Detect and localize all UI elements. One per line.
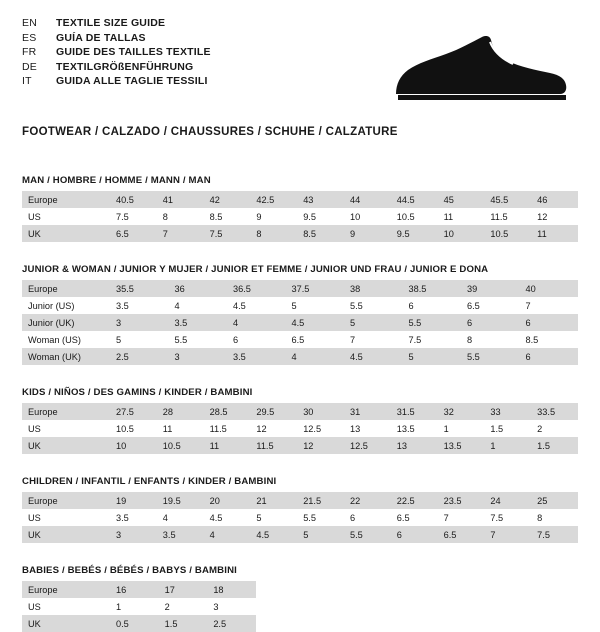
- size-table: [22, 191, 578, 242]
- language-guide-title: TEXTILGRÖßENFÜHRUNG: [56, 60, 194, 73]
- language-code: ES: [22, 31, 37, 44]
- size-cell: 13: [391, 437, 438, 454]
- size-cell: 5.5: [461, 348, 520, 365]
- size-cell: 13: [344, 420, 391, 437]
- table-row: [22, 615, 256, 632]
- size-cell: 10: [438, 225, 485, 242]
- language-row: [22, 45, 211, 60]
- size-table: [22, 280, 578, 365]
- size-cell: 42: [204, 191, 251, 208]
- size-table: [22, 492, 578, 543]
- size-cell: 46: [531, 191, 578, 208]
- size-cell: 1: [110, 598, 159, 615]
- size-cell: 7.5: [204, 225, 251, 242]
- size-cell: 13.5: [438, 437, 485, 454]
- table-row: [22, 581, 256, 598]
- size-cell: 31: [344, 403, 391, 420]
- size-cell: 19: [110, 492, 157, 509]
- size-cell: 2.5: [207, 615, 256, 632]
- size-cell: 4: [286, 348, 345, 365]
- size-cell: 12: [297, 437, 344, 454]
- size-cell: 36: [169, 280, 228, 297]
- size-cell: 25: [531, 492, 578, 509]
- size-cell: 12: [531, 208, 578, 225]
- size-cell: 9.5: [391, 225, 438, 242]
- size-cell: 3: [110, 526, 157, 543]
- size-cell: 1.5: [484, 420, 531, 437]
- row-label: US: [22, 509, 110, 526]
- size-cell: 3.5: [169, 314, 228, 331]
- size-cell: 40: [520, 280, 579, 297]
- table-row: [22, 420, 578, 437]
- row-label: UK: [22, 615, 110, 632]
- size-cell: 7: [520, 297, 579, 314]
- language-code: DE: [22, 60, 37, 73]
- size-cell: 6: [227, 331, 286, 348]
- size-table: [22, 581, 256, 632]
- size-cell: 27.5: [110, 403, 157, 420]
- size-cell: 4: [169, 297, 228, 314]
- table-row: [22, 280, 578, 297]
- size-cell: 12: [250, 420, 297, 437]
- size-cell: 11: [157, 420, 204, 437]
- size-cell: 3.5: [157, 526, 204, 543]
- size-section: [22, 175, 578, 242]
- size-cell: 13.5: [391, 420, 438, 437]
- size-section-title: KIDS / NIÑOS / DES GAMINS / KINDER / BAMBINI: [22, 387, 253, 398]
- size-cell: 6: [520, 314, 579, 331]
- size-section: [22, 387, 578, 454]
- size-cell: 22: [344, 492, 391, 509]
- size-cell: 28.5: [204, 403, 251, 420]
- size-cell: 38.5: [403, 280, 462, 297]
- table-row: [22, 492, 578, 509]
- row-label: UK: [22, 526, 110, 543]
- size-cell: 36.5: [227, 280, 286, 297]
- size-section: [22, 476, 578, 543]
- size-cell: 7.5: [403, 331, 462, 348]
- size-cell: 5.5: [344, 297, 403, 314]
- size-section: [22, 264, 578, 365]
- size-cell: 2.5: [110, 348, 169, 365]
- size-cell: 7: [157, 225, 204, 242]
- size-cell: 6: [403, 297, 462, 314]
- size-cell: 1.5: [159, 615, 208, 632]
- size-cell: 11.5: [204, 420, 251, 437]
- language-code: EN: [22, 17, 37, 29]
- row-label: UK: [22, 437, 110, 454]
- size-section-title: JUNIOR & WOMAN / JUNIOR Y MUJER / JUNIOR ET FEMME / JUNIOR UND FRAU / JUNIOR E DONA: [22, 264, 489, 275]
- size-cell: 32: [438, 403, 485, 420]
- language-row: [22, 74, 211, 89]
- size-cell: 6.5: [438, 526, 485, 543]
- row-label: Europe: [22, 581, 110, 598]
- size-cell: 19.5: [157, 492, 204, 509]
- size-tables: [22, 175, 578, 632]
- size-cell: 10.5: [110, 420, 157, 437]
- size-cell: 23.5: [438, 492, 485, 509]
- language-guide-title: GUIDA ALLE TAGLIE TESSILI: [56, 75, 208, 88]
- size-cell: 6.5: [461, 297, 520, 314]
- size-cell: 43: [297, 191, 344, 208]
- size-cell: 7: [484, 526, 531, 543]
- size-cell: 16: [110, 581, 159, 598]
- size-cell: 7.5: [110, 208, 157, 225]
- size-cell: 31.5: [391, 403, 438, 420]
- size-cell: 37.5: [286, 280, 345, 297]
- table-row: [22, 208, 578, 225]
- size-cell: 8.5: [520, 331, 579, 348]
- size-cell: 12.5: [344, 437, 391, 454]
- size-cell: 7: [344, 331, 403, 348]
- size-cell: 5: [344, 314, 403, 331]
- size-cell: 18: [207, 581, 256, 598]
- size-cell: 35.5: [110, 280, 169, 297]
- size-cell: 1: [484, 437, 531, 454]
- size-cell: 5: [250, 509, 297, 526]
- size-cell: 10.5: [484, 225, 531, 242]
- size-cell: 3: [169, 348, 228, 365]
- size-cell: 4.5: [227, 297, 286, 314]
- size-cell: 4.5: [250, 526, 297, 543]
- size-cell: 8: [461, 331, 520, 348]
- size-cell: 0.5: [110, 615, 159, 632]
- table-row: [22, 509, 578, 526]
- table-row: [22, 598, 256, 615]
- table-row: [22, 348, 578, 365]
- size-cell: 8.5: [297, 225, 344, 242]
- size-table: [22, 403, 578, 454]
- size-cell: 10: [110, 437, 157, 454]
- size-cell: 12.5: [297, 420, 344, 437]
- size-cell: 10: [344, 208, 391, 225]
- table-row: [22, 191, 578, 208]
- size-cell: 11.5: [250, 437, 297, 454]
- size-cell: 39: [461, 280, 520, 297]
- size-cell: 10.5: [157, 437, 204, 454]
- size-cell: 5.5: [344, 526, 391, 543]
- size-cell: 8: [157, 208, 204, 225]
- language-row: [22, 31, 211, 46]
- language-title-list: [22, 16, 211, 89]
- size-section-title: BABIES / BEBÉS / BÉBÉS / BABYS / BAMBINI: [22, 565, 237, 576]
- row-label: Junior (US): [22, 297, 110, 314]
- row-label: US: [22, 420, 110, 437]
- size-cell: 41: [157, 191, 204, 208]
- table-row: [22, 437, 578, 454]
- dress-shoe-icon: [390, 32, 568, 109]
- size-cell: 45: [438, 191, 485, 208]
- language-row: [22, 60, 211, 75]
- size-cell: 5.5: [403, 314, 462, 331]
- table-row: [22, 297, 578, 314]
- size-cell: 33: [484, 403, 531, 420]
- size-cell: 4: [157, 509, 204, 526]
- size-cell: 7: [438, 509, 485, 526]
- language-row: [22, 16, 211, 31]
- size-cell: 9: [250, 208, 297, 225]
- row-label: Europe: [22, 280, 110, 297]
- table-row: [22, 403, 578, 420]
- row-label: Woman (US): [22, 331, 110, 348]
- size-cell: 2: [159, 598, 208, 615]
- language-guide-title: GUÍA DE TALLAS: [56, 31, 146, 44]
- size-cell: 24: [484, 492, 531, 509]
- size-cell: 1.5: [531, 437, 578, 454]
- language-code: FR: [22, 46, 37, 59]
- size-cell: 6.5: [110, 225, 157, 242]
- size-cell: 17: [159, 581, 208, 598]
- size-cell: 4.5: [286, 314, 345, 331]
- size-cell: 3: [207, 598, 256, 615]
- size-cell: 3.5: [110, 509, 157, 526]
- size-cell: 6: [344, 509, 391, 526]
- size-cell: 3.5: [110, 297, 169, 314]
- size-cell: 11.5: [484, 208, 531, 225]
- size-cell: 4: [227, 314, 286, 331]
- size-cell: 5.5: [169, 331, 228, 348]
- size-cell: 20: [204, 492, 251, 509]
- size-cell: 29.5: [250, 403, 297, 420]
- row-label: Europe: [22, 191, 110, 208]
- size-cell: 4.5: [344, 348, 403, 365]
- size-cell: 1: [438, 420, 485, 437]
- row-label: UK: [22, 225, 110, 242]
- size-cell: 11: [531, 225, 578, 242]
- size-cell: 8.5: [204, 208, 251, 225]
- size-cell: 28: [157, 403, 204, 420]
- row-label: Europe: [22, 403, 110, 420]
- language-guide-title: GUIDE DES TAILLES TEXTILE: [56, 46, 211, 59]
- size-cell: 6: [391, 526, 438, 543]
- language-code: IT: [22, 75, 32, 88]
- size-cell: 5: [403, 348, 462, 365]
- row-label: Junior (UK): [22, 314, 110, 331]
- table-row: [22, 314, 578, 331]
- size-cell: 3: [110, 314, 169, 331]
- size-cell: 5: [110, 331, 169, 348]
- size-cell: 11: [204, 437, 251, 454]
- row-label: Europe: [22, 492, 110, 509]
- size-cell: 11: [438, 208, 485, 225]
- size-cell: 33.5: [531, 403, 578, 420]
- size-cell: 8: [531, 509, 578, 526]
- size-cell: 44: [344, 191, 391, 208]
- size-cell: 42.5: [250, 191, 297, 208]
- row-label: US: [22, 208, 110, 225]
- row-label: Woman (UK): [22, 348, 110, 365]
- size-section: [22, 565, 578, 632]
- size-cell: 6: [461, 314, 520, 331]
- size-cell: 9.5: [297, 208, 344, 225]
- category-title: FOOTWEAR / CALZADO / CHAUSSURES / SCHUHE / CALZATURE: [22, 126, 398, 138]
- size-cell: 38: [344, 280, 403, 297]
- page-header: [22, 16, 578, 109]
- size-cell: 44.5: [391, 191, 438, 208]
- table-row: [22, 526, 578, 543]
- size-cell: 10.5: [391, 208, 438, 225]
- size-cell: 40.5: [110, 191, 157, 208]
- table-row: [22, 225, 578, 242]
- size-cell: 21.5: [297, 492, 344, 509]
- size-cell: 6.5: [391, 509, 438, 526]
- language-guide-title: TEXTILE SIZE GUIDE: [56, 17, 166, 29]
- size-cell: 5: [297, 526, 344, 543]
- size-cell: 22.5: [391, 492, 438, 509]
- size-cell: 7.5: [531, 526, 578, 543]
- size-cell: 5: [286, 297, 345, 314]
- size-cell: 3.5: [227, 348, 286, 365]
- size-cell: 4: [204, 526, 251, 543]
- size-cell: 5.5: [297, 509, 344, 526]
- size-cell: 21: [250, 492, 297, 509]
- size-cell: 7.5: [484, 509, 531, 526]
- size-cell: 8: [250, 225, 297, 242]
- size-cell: 45.5: [484, 191, 531, 208]
- size-cell: 6.5: [286, 331, 345, 348]
- row-label: US: [22, 598, 110, 615]
- size-cell: 9: [344, 225, 391, 242]
- size-cell: 2: [531, 420, 578, 437]
- size-cell: 30: [297, 403, 344, 420]
- size-cell: 4.5: [204, 509, 251, 526]
- table-row: [22, 331, 578, 348]
- size-section-title: CHILDREN / INFANTIL / ENFANTS / KINDER / BAMBINI: [22, 476, 277, 487]
- size-section-title: MAN / HOMBRE / HOMME / MANN / MAN: [22, 175, 211, 186]
- size-cell: 6: [520, 348, 579, 365]
